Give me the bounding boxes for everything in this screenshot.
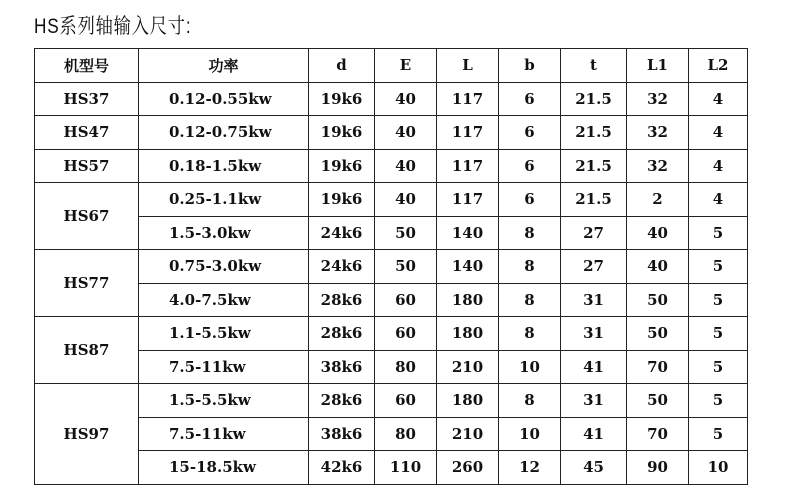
l2-cell: 4 <box>689 116 748 150</box>
l-cell: 117 <box>437 183 499 217</box>
t-cell: 45 <box>561 451 627 485</box>
d-cell: 28k6 <box>309 317 375 351</box>
l2-cell: 5 <box>689 417 748 451</box>
d-cell: 19k6 <box>309 82 375 116</box>
l-cell: 210 <box>437 417 499 451</box>
l-cell: 117 <box>437 149 499 183</box>
l-cell: 260 <box>437 451 499 485</box>
l2-cell: 5 <box>689 283 748 317</box>
e-cell: 110 <box>375 451 437 485</box>
power-cell: 1.5-3.0kw <box>139 216 309 250</box>
header-l2: L2 <box>689 49 748 83</box>
table-row <box>35 283 748 317</box>
l-cell: 140 <box>437 250 499 284</box>
l-cell: 210 <box>437 350 499 384</box>
e-cell: 50 <box>375 216 437 250</box>
table-header-row <box>35 49 748 83</box>
power-cell: 0.75-3.0kw <box>139 250 309 284</box>
d-cell: 24k6 <box>309 216 375 250</box>
l2-cell: 5 <box>689 250 748 284</box>
power-cell: 0.18-1.5kw <box>139 149 309 183</box>
e-cell: 40 <box>375 183 437 217</box>
l2-cell: 10 <box>689 451 748 485</box>
power-cell: 0.12-0.75kw <box>139 116 309 150</box>
model-cell: HS87 <box>35 317 139 384</box>
power-cell: 4.0-7.5kw <box>139 283 309 317</box>
model-cell: HS47 <box>35 116 139 150</box>
power-cell: 15-18.5kw <box>139 451 309 485</box>
e-cell: 40 <box>375 149 437 183</box>
l1-cell: 50 <box>627 384 689 418</box>
t-cell: 27 <box>561 216 627 250</box>
b-cell: 6 <box>499 116 561 150</box>
l2-cell: 5 <box>689 216 748 250</box>
l1-cell: 90 <box>627 451 689 485</box>
header-model: 机型号 <box>35 49 139 83</box>
l-cell: 140 <box>437 216 499 250</box>
d-cell: 19k6 <box>309 183 375 217</box>
d-cell: 38k6 <box>309 417 375 451</box>
l2-cell: 5 <box>689 350 748 384</box>
b-cell: 10 <box>499 417 561 451</box>
l-cell: 117 <box>437 116 499 150</box>
b-cell: 12 <box>499 451 561 485</box>
b-cell: 8 <box>499 250 561 284</box>
l-cell: 180 <box>437 283 499 317</box>
table-row <box>35 384 748 418</box>
t-cell: 21.5 <box>561 183 627 217</box>
d-cell: 42k6 <box>309 451 375 485</box>
d-cell: 19k6 <box>309 149 375 183</box>
b-cell: 8 <box>499 283 561 317</box>
l2-cell: 5 <box>689 317 748 351</box>
b-cell: 6 <box>499 183 561 217</box>
d-cell: 28k6 <box>309 283 375 317</box>
l1-cell: 32 <box>627 82 689 116</box>
e-cell: 40 <box>375 82 437 116</box>
power-cell: 7.5-11kw <box>139 350 309 384</box>
page-title: HS系列轴输入尺寸: <box>34 15 192 38</box>
l1-cell: 2 <box>627 183 689 217</box>
header-t: t <box>561 49 627 83</box>
l1-cell: 40 <box>627 250 689 284</box>
l1-cell: 32 <box>627 149 689 183</box>
e-cell: 80 <box>375 417 437 451</box>
e-cell: 60 <box>375 384 437 418</box>
e-cell: 80 <box>375 350 437 384</box>
dimension-table <box>34 48 748 485</box>
l1-cell: 40 <box>627 216 689 250</box>
table-row <box>35 149 748 183</box>
table-row <box>35 350 748 384</box>
t-cell: 31 <box>561 384 627 418</box>
l-cell: 180 <box>437 317 499 351</box>
t-cell: 41 <box>561 350 627 384</box>
header-l1: L1 <box>627 49 689 83</box>
b-cell: 8 <box>499 384 561 418</box>
table-row <box>35 317 748 351</box>
d-cell: 24k6 <box>309 250 375 284</box>
b-cell: 8 <box>499 216 561 250</box>
e-cell: 60 <box>375 317 437 351</box>
model-cell: HS97 <box>35 384 139 485</box>
t-cell: 31 <box>561 317 627 351</box>
header-b: b <box>499 49 561 83</box>
model-cell: HS37 <box>35 82 139 116</box>
header-power: 功率 <box>139 49 309 83</box>
l-cell: 117 <box>437 82 499 116</box>
power-cell: 7.5-11kw <box>139 417 309 451</box>
t-cell: 21.5 <box>561 82 627 116</box>
t-cell: 31 <box>561 283 627 317</box>
model-cell: HS57 <box>35 149 139 183</box>
b-cell: 8 <box>499 317 561 351</box>
l2-cell: 4 <box>689 183 748 217</box>
t-cell: 21.5 <box>561 149 627 183</box>
table-row <box>35 250 748 284</box>
t-cell: 41 <box>561 417 627 451</box>
header-l: L <box>437 49 499 83</box>
b-cell: 10 <box>499 350 561 384</box>
table-row <box>35 451 748 485</box>
header-e: E <box>375 49 437 83</box>
header-d: d <box>309 49 375 83</box>
t-cell: 21.5 <box>561 116 627 150</box>
b-cell: 6 <box>499 149 561 183</box>
table-row <box>35 183 748 217</box>
model-cell: HS67 <box>35 183 139 250</box>
d-cell: 28k6 <box>309 384 375 418</box>
d-cell: 38k6 <box>309 350 375 384</box>
e-cell: 60 <box>375 283 437 317</box>
d-cell: 19k6 <box>309 116 375 150</box>
l1-cell: 32 <box>627 116 689 150</box>
power-cell: 1.1-5.5kw <box>139 317 309 351</box>
table-row <box>35 216 748 250</box>
l-cell: 180 <box>437 384 499 418</box>
l1-cell: 50 <box>627 317 689 351</box>
table-row <box>35 417 748 451</box>
power-cell: 0.25-1.1kw <box>139 183 309 217</box>
model-cell: HS77 <box>35 250 139 317</box>
l1-cell: 70 <box>627 417 689 451</box>
l1-cell: 50 <box>627 283 689 317</box>
table-row <box>35 82 748 116</box>
l2-cell: 5 <box>689 384 748 418</box>
l2-cell: 4 <box>689 82 748 116</box>
e-cell: 40 <box>375 116 437 150</box>
t-cell: 27 <box>561 250 627 284</box>
power-cell: 1.5-5.5kw <box>139 384 309 418</box>
power-cell: 0.12-0.55kw <box>139 82 309 116</box>
table-row <box>35 116 748 150</box>
l2-cell: 4 <box>689 149 748 183</box>
b-cell: 6 <box>499 82 561 116</box>
e-cell: 50 <box>375 250 437 284</box>
l1-cell: 70 <box>627 350 689 384</box>
